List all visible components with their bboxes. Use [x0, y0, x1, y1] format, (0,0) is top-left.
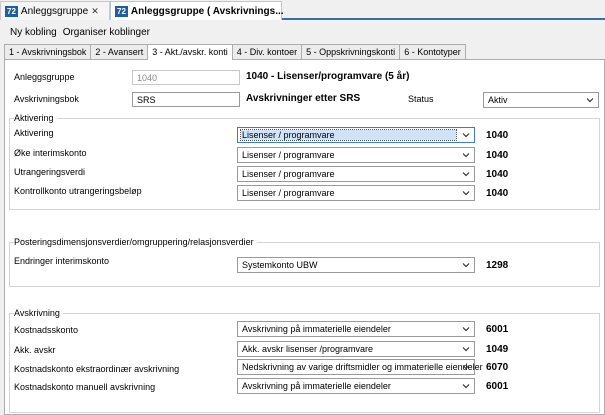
- posting-dimensions-title: Posteringsdimensjonsverdier/omgruppering/relasjonsverdier: [14, 237, 257, 247]
- asset-group-description: 1040 - Lisenser/programvare (5 år): [246, 71, 410, 82]
- activation-account-select[interactable]: [237, 127, 475, 143]
- increase-interim-code: 1040: [486, 150, 509, 161]
- status-select[interactable]: [483, 92, 599, 108]
- tab-avskrivningsbok[interactable]: 1 - Avskrivningsbok: [4, 44, 91, 59]
- chevron-down-icon: [462, 382, 470, 390]
- chevron-down-icon: [462, 170, 470, 178]
- interim-changes-value: Systemkonto UBW: [242, 260, 318, 270]
- new-link-button[interactable]: Ny kobling: [10, 26, 57, 38]
- activation-row-label: Aktivering: [14, 128, 54, 138]
- document-tab-strip: [0, 0, 605, 20]
- disposal-value-select[interactable]: [237, 166, 475, 182]
- chevron-down-icon: [462, 363, 470, 371]
- activation-group-title: Aktivering: [14, 113, 57, 123]
- depreciation-book-description: Avskrivninger etter SRS: [246, 93, 361, 104]
- tab-akt-avskr-konti[interactable]: 3 - Akt./avskr. konti: [147, 44, 233, 60]
- doc-tab-anleggsgruppe-avskrivning[interactable]: [110, 1, 282, 20]
- chevron-down-icon: [462, 325, 470, 333]
- chevron-down-icon: [462, 345, 470, 353]
- accumulated-depreciation-label: Akk. avskr: [14, 345, 56, 355]
- status-value: Aktiv: [488, 95, 508, 105]
- depreciation-book-field[interactable]: SRS: [132, 92, 240, 107]
- accumulated-depreciation-value: Akk. avskr lisenser /programvare: [242, 344, 374, 354]
- doc-tab-label: Anleggsgruppe ( Avskrivnings...: [130, 5, 284, 17]
- organize-links-button[interactable]: Organiser koblinger: [62, 26, 150, 38]
- tab-kontotyper[interactable]: 6 - Kontotyper: [399, 44, 466, 59]
- tab-oppskrivningskonti[interactable]: 5 - Oppskrivningskonti: [301, 44, 400, 59]
- cost-account-code: 6001: [486, 324, 509, 335]
- doc-tab-label: Anleggsgruppe: [20, 5, 89, 17]
- asset-group-field: 1040: [132, 70, 240, 85]
- control-account-value: Lisenser / programvare: [242, 188, 335, 198]
- extraordinary-depreciation-value: Nedskrivning av varige driftsmidler og immaterielle eiendeler: [242, 362, 483, 372]
- activation-account-value: Lisenser / programvare: [241, 130, 456, 140]
- close-icon[interactable]: ✕: [91, 5, 99, 16]
- manual-depreciation-select[interactable]: [237, 378, 475, 394]
- accumulated-depreciation-select[interactable]: [237, 341, 475, 357]
- chevron-down-icon: [462, 151, 470, 159]
- chevron-down-icon: [462, 131, 470, 139]
- increase-interim-select[interactable]: [237, 147, 475, 163]
- cost-account-label: Kostnadsskonto: [14, 325, 79, 335]
- toolbar: [0, 22, 605, 42]
- cost-account-select[interactable]: [237, 321, 475, 337]
- interim-changes-code: 1298: [486, 260, 509, 271]
- doc-tab-anleggsgruppe[interactable]: [0, 1, 110, 20]
- increase-interim-label: Øke interimskonto: [14, 148, 87, 158]
- activation-account-code: 1040: [486, 130, 509, 141]
- chevron-down-icon: [462, 261, 470, 269]
- increase-interim-value: Lisenser / programvare: [242, 150, 335, 160]
- depreciation-book-label: Avskrivningsbok: [14, 94, 79, 104]
- disposal-value-label: Utrangeringsverdi: [14, 167, 86, 177]
- accumulated-depreciation-code: 1049: [486, 344, 509, 355]
- manual-depreciation-value: Avskrivning på immaterielle eiendeler: [242, 381, 391, 391]
- manual-depreciation-label: Kostnadskonto manuell avskrivning: [14, 382, 156, 392]
- extraordinary-depreciation-select[interactable]: [237, 359, 483, 375]
- tab-avansert[interactable]: 2 - Avansert: [90, 44, 148, 59]
- manual-depreciation-code: 6001: [486, 381, 509, 392]
- control-account-select[interactable]: [237, 185, 475, 201]
- control-account-code: 1040: [486, 188, 509, 199]
- control-account-label: Kontrollkonto utrangeringsbeløp: [14, 186, 142, 196]
- status-label: Status: [408, 94, 434, 104]
- asset-group-label: Anleggsgruppe: [14, 72, 75, 82]
- extraordinary-depreciation-code: 6070: [486, 362, 509, 373]
- interim-changes-label: Endringer interimskonto: [14, 256, 110, 266]
- tab-panel: [4, 59, 605, 415]
- depreciation-group-title: Avskrivning: [14, 308, 63, 318]
- interim-changes-select[interactable]: [237, 257, 475, 273]
- chevron-down-icon: [586, 96, 594, 104]
- chevron-down-icon: [462, 189, 470, 197]
- cost-account-value: Avskrivning på immaterielle eiendeler: [242, 324, 391, 334]
- disposal-value-value: Lisenser / programvare: [242, 169, 335, 179]
- tab-div-kontoer[interactable]: 4 - Div. kontoer: [232, 44, 302, 59]
- extraordinary-depreciation-label: Kostnadskonto ekstraordinær avskrivning: [14, 364, 180, 374]
- disposal-value-code: 1040: [486, 169, 509, 180]
- app-badge-icon: 72: [117, 6, 126, 16]
- section-tabs: [4, 44, 465, 59]
- app-badge-icon: 72: [7, 6, 16, 16]
